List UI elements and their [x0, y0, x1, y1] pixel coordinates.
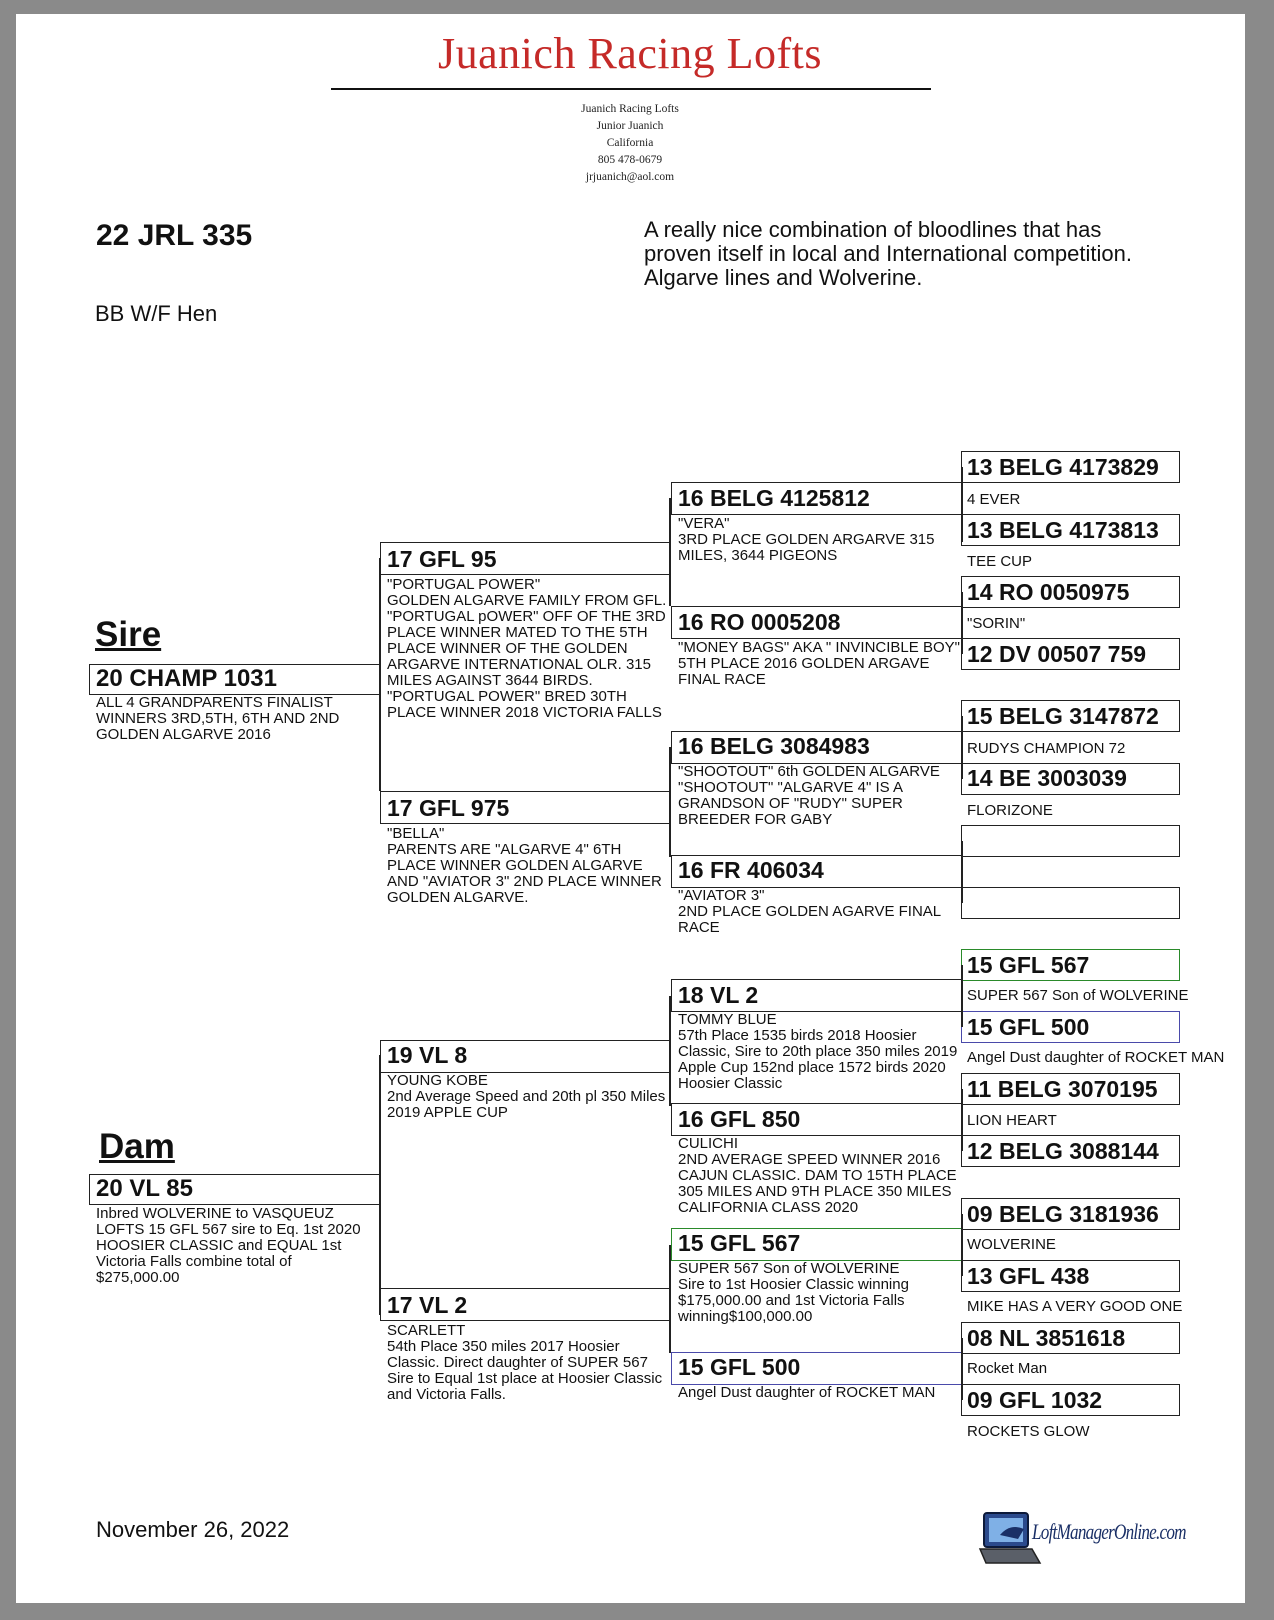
contact-line: jrjuanich@aol.com: [585, 171, 675, 183]
bird-description: BB W/F Hen: [95, 301, 218, 326]
gen2-note: "PORTUGAL POWER" GOLDEN ALGARVE FAMILY FROM GFL. "PORTUGAL pOWER" OFF OF THE 3RD PLACE WINNER MATED TO THE 5TH PLACE WINNER OF THE GOLDEN ARGARVE INTERNATIONAL OLR. 315 MILES AGAINST 3644 BIRDS. "PORTUGAL POWER" BRED 30TH PLACE WINNER 2018 VICTORIA FALLS: [387, 576, 667, 721]
connector: [961, 1214, 963, 1276]
gen3-note: SUPER 567 Son of WOLVERINE Sire to 1st Hoosier Classic winning $175,000.00 and 1st Victoria Falls winning$100,000.00: [678, 1260, 909, 1325]
gen4-note: "SORIN": [967, 615, 1026, 632]
bird-band: 22 JRL 335: [96, 219, 253, 252]
gen3-band: 16 GFL 850: [678, 1106, 801, 1132]
gen4-box-empty: [961, 825, 1180, 857]
gen3-band: 18 VL 2: [678, 982, 759, 1008]
gen3-note: "AVIATOR 3" 2ND PLACE GOLDEN AGARVE FINAL RACE: [678, 887, 941, 936]
connector: [961, 1338, 963, 1400]
gen4-band: 13 BELG 4173813: [967, 517, 1159, 543]
gen4-band: 08 NL 3851618: [967, 1325, 1126, 1351]
connector: [961, 965, 963, 1027]
sire-heading: Sire: [95, 615, 162, 654]
gen4-note: ROCKETS GLOW: [967, 1423, 1090, 1440]
gen4-band: 14 RO 0050975: [967, 579, 1130, 605]
connector: [961, 716, 963, 779]
loftmanager-logo: [980, 1505, 1186, 1577]
gen4-note: MIKE HAS A VERY GOOD ONE: [967, 1298, 1183, 1315]
dam-band: 20 VL 85: [96, 1175, 193, 1202]
title-rule: [331, 88, 931, 90]
gen4-band: 12 BELG 3088144: [967, 1138, 1159, 1164]
connector: [961, 1089, 963, 1151]
contact-line: Juanich Racing Lofts: [581, 103, 679, 115]
gen4-band: 15 GFL 500: [967, 1014, 1090, 1040]
connector: [961, 841, 963, 903]
gen4-note: LION HEART: [967, 1112, 1057, 1129]
contact-line: Junior Juanich: [596, 120, 664, 132]
gen3-band: 15 GFL 500: [678, 1354, 801, 1380]
gen3-note: Angel Dust daughter of ROCKET MAN: [678, 1384, 936, 1401]
connector: [961, 467, 963, 542]
sire-band: 20 CHAMP 1031: [96, 665, 277, 692]
gen3-note: "MONEY BAGS" AKA " INVINCIBLE BOY" 5TH PLACE 2016 GOLDEN ARGAVE FINAL RACE: [678, 639, 960, 688]
gen3-note: "SHOOTOUT" 6th GOLDEN ALGARVE "SHOOTOUT" "ALGARVE 4" IS A GRANDSON OF "RUDY" SUPER BREEDER FOR GABY: [678, 763, 940, 828]
gen2-note: "BELLA" PARENTS ARE "ALGARVE 4" 6TH PLACE WINNER GOLDEN ALGARVE AND "AVIATOR 3" 2ND PLACE WINNER GOLDEN ALGARVE.: [387, 825, 662, 906]
loft-title: Juanich Racing Lofts: [438, 29, 822, 78]
gen4-note: RUDYS CHAMPION 72: [967, 740, 1126, 757]
gen3-band: 15 GFL 567: [678, 1230, 801, 1256]
gen3-band: 16 FR 406034: [678, 857, 824, 883]
gen4-note: Rocket Man: [967, 1360, 1048, 1377]
gen4-note: Angel Dust daughter of ROCKET MAN: [967, 1049, 1225, 1066]
gen4-band: 09 BELG 3181936: [967, 1201, 1159, 1227]
gen4-box-empty: [961, 887, 1180, 919]
gen3-note: "VERA" 3RD PLACE GOLDEN ARGARVE 315 MILES, 3644 PIGEONS: [678, 515, 935, 564]
gen2-band: 19 VL 8: [387, 1042, 468, 1068]
connector: [669, 1245, 671, 1353]
gen4-band: 12 DV 00507 759: [967, 641, 1147, 667]
contact-line: 805 478-0679: [597, 154, 663, 166]
connector: [379, 1055, 381, 1315]
gen4-note: WOLVERINE: [967, 1236, 1056, 1253]
gen2-band: 17 GFL 95: [387, 546, 497, 572]
dam-heading: Dam: [99, 1127, 175, 1166]
gen4-band: 13 GFL 438: [967, 1263, 1090, 1289]
dam-note: Inbred WOLVERINE to VASQUEUZ LOFTS 15 GFL 567 sire to Eq. 1st 2020 HOOSIER CLASSIC and EQUAL 1st Victoria Falls combine total of $275,000.00: [96, 1205, 361, 1286]
gen4-band: 15 GFL 567: [967, 952, 1090, 978]
sire-note: ALL 4 GRANDPARENTS FINALIST WINNERS 3RD,5TH, 6TH AND 2ND GOLDEN ALGARVE 2016: [96, 694, 340, 743]
contact-block: [500, 101, 760, 186]
gen4-note: TEE CUP: [967, 553, 1033, 570]
gen3-band: 16 RO 0005208: [678, 609, 841, 635]
gen3-band: 16 BELG 4125812: [678, 485, 870, 511]
contact-line: California: [606, 137, 654, 149]
gen2-note: SCARLETT 54th Place 350 miles 2017 Hoosier Classic. Direct daughter of SUPER 567 Sire to Equal 1st place at Hoosier Classic and Victoria Falls.: [387, 1322, 663, 1403]
connector: [669, 996, 671, 1106]
gen3-note: TOMMY BLUE 57th Place 1535 birds 2018 Hoosier Classic, Sire to 20th place 350 miles 2019 Apple Cup 152nd place 1572 birds 2020 Hoosier Classic: [678, 1011, 958, 1092]
gen2-band: 17 GFL 975: [387, 795, 510, 821]
print-date: November 26, 2022: [96, 1517, 290, 1542]
gen2-band: 17 VL 2: [387, 1292, 468, 1318]
connector: [961, 592, 963, 654]
gen2-note: YOUNG KOBE 2nd Average Speed and 20th pl 350 Miles 2019 APPLE CUP: [387, 1072, 666, 1121]
gen4-band: 09 GFL 1032: [967, 1387, 1103, 1413]
gen4-note: SUPER 567 Son of WOLVERINE: [967, 987, 1189, 1004]
gen4-band: 15 BELG 3147872: [967, 703, 1159, 729]
gen3-note: CULICHI 2ND AVERAGE SPEED WINNER 2016 CAJUN CLASSIC. DAM TO 15TH PLACE 305 MILES AND 9TH PLACE 350 MILES CALIFORNIA CLASS 2020: [678, 1135, 957, 1216]
bird-blurb: A really nice combination of bloodlines that has proven itself in local and International competition. Algarve lines and Wolverine.: [644, 217, 1132, 290]
connector: [379, 558, 381, 791]
gen4-band: 13 BELG 4173829: [967, 454, 1159, 480]
gen4-note: FLORIZONE: [967, 802, 1053, 819]
logo-text: LoftManagerOnline.com: [1032, 1519, 1186, 1544]
gen3-band: 16 BELG 3084983: [678, 733, 870, 759]
gen4-band: 14 BE 3003039: [967, 765, 1127, 791]
gen4-note: 4 EVER: [967, 491, 1021, 508]
gen4-band: 11 BELG 3070195: [967, 1076, 1158, 1102]
